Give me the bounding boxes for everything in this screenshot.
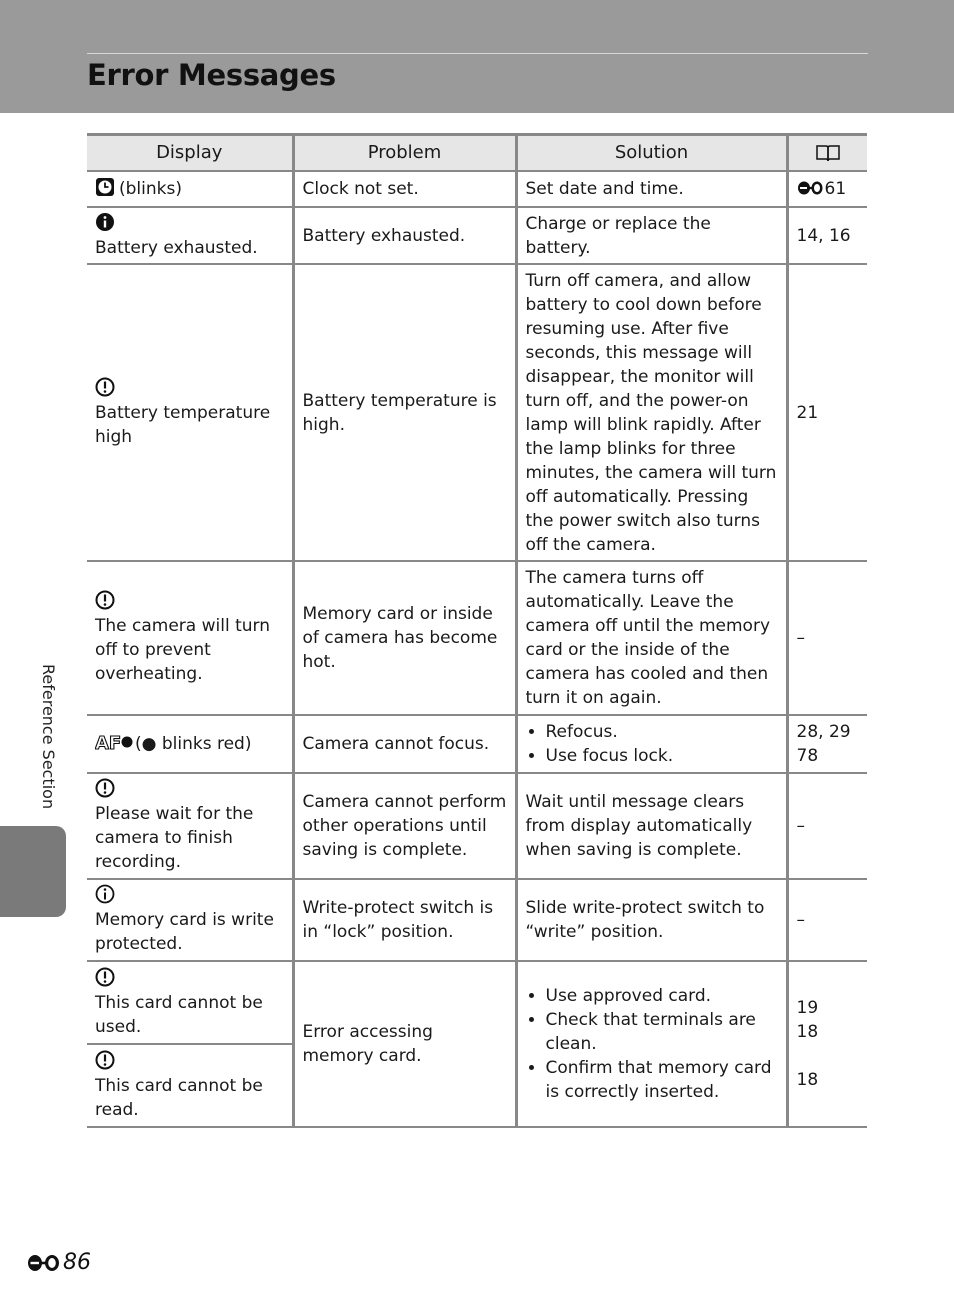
page-ref-cell: – <box>787 561 867 715</box>
problem-cell: Battery temperature is high. <box>293 264 516 561</box>
table-row <box>87 773 867 879</box>
problem-cell: Camera cannot focus. <box>293 715 516 773</box>
display-cell <box>87 264 293 561</box>
section-tab <box>0 826 66 917</box>
warning-icon <box>95 590 115 610</box>
header-problem: Problem <box>293 135 516 172</box>
display-cell <box>87 561 293 715</box>
table-row <box>87 561 867 715</box>
warning-icon <box>95 377 115 397</box>
solution-list <box>526 720 778 768</box>
problem-cell: Clock not set. <box>293 171 516 207</box>
page-ref-cell <box>787 171 867 207</box>
problem-cell: Error accessing memory card. <box>293 961 516 1127</box>
display-cell <box>87 773 293 879</box>
display-text: This card cannot be used. <box>95 992 263 1037</box>
list-item: • Refocus. <box>546 720 778 744</box>
list-item: • Use focus lock. <box>546 744 778 768</box>
solution-cell: Wait until message clears from display automatically when saving is complete. <box>516 773 787 879</box>
problem-cell: Memory card or inside of camera has become hot. <box>293 561 516 715</box>
table-row <box>87 879 867 961</box>
table-header-row <box>87 135 867 172</box>
problem-cell: Camera cannot perform other operations until saving is complete. <box>293 773 516 879</box>
info-outline-icon <box>95 884 115 904</box>
page-ref-cell: 14, 16 <box>787 207 867 264</box>
table-row <box>87 264 867 561</box>
page-header <box>0 0 954 113</box>
solution-cell: Set date and time. <box>516 171 787 207</box>
page-ref: 28, 29 <box>796 722 851 742</box>
table-row <box>87 207 867 264</box>
table-row <box>87 961 867 1044</box>
display-text: Battery exhausted. <box>95 237 258 258</box>
page-ref-cell: – <box>787 879 867 961</box>
reference-section-icon <box>27 1253 61 1273</box>
display-text: (blinks) <box>119 179 182 199</box>
solution-cell: The camera turns off automatically. Leave the camera off until the memory card or the inside of the camera has cooled and then turn it on again. <box>516 561 787 715</box>
display-text: Please wait for the camera to finish recording. <box>95 804 254 872</box>
list-item: • Check that terminals are clean. <box>546 1008 778 1056</box>
page-ref-cell <box>787 961 867 1127</box>
warning-icon <box>95 967 115 987</box>
page-ref: 19 <box>796 998 819 1018</box>
reference-section-icon <box>797 180 825 196</box>
header-solution: Solution <box>516 135 787 172</box>
page-ref-cell: – <box>787 773 867 879</box>
solution-cell: Turn off camera, and allow battery to cool down before resuming use. After five seconds, this message will disappear, the monitor will turn off, and the power-on lamp will blink rapidly. After the lamp blinks for three minutes, the camera will turn off automatically. Pressing the power switch also turns off the camera. <box>516 264 787 561</box>
display-cell <box>87 961 293 1044</box>
display-cell <box>87 171 293 207</box>
page-title: Error Messages <box>87 58 336 92</box>
side-section-label: Reference Section <box>39 664 58 810</box>
warning-icon <box>95 778 115 798</box>
page-ref: 18 <box>796 1070 819 1090</box>
display-cell <box>87 879 293 961</box>
svg-text:AF: AF <box>95 733 122 752</box>
error-messages-table <box>87 133 867 1128</box>
header-page-reference <box>787 135 867 172</box>
page-ref-cell <box>787 715 867 773</box>
page-ref-cell: 21 <box>787 264 867 561</box>
page-ref: 78 <box>796 746 819 766</box>
book-icon <box>815 143 841 163</box>
header-display: Display <box>87 135 293 172</box>
page-number-text: 86 <box>63 1250 91 1275</box>
solution-cell: Charge or replace the battery. <box>516 207 787 264</box>
solution-cell <box>516 961 787 1127</box>
display-cell <box>87 1044 293 1127</box>
warning-icon <box>95 1050 115 1070</box>
page-ref: 18 <box>796 1022 819 1042</box>
display-text: (● blinks red) <box>135 734 252 754</box>
display-text: Battery temperature high <box>95 402 271 447</box>
solution-list <box>526 984 778 1104</box>
display-text: The camera will turn off to prevent overheating. <box>95 616 270 684</box>
list-item: • Use approved card. <box>546 984 778 1008</box>
page-number <box>27 1250 91 1275</box>
display-cell <box>87 715 293 773</box>
af-indicator-icon <box>95 732 133 752</box>
header-rule <box>87 53 868 54</box>
ref-spacer <box>797 1044 860 1068</box>
solution-cell <box>516 715 787 773</box>
table-row <box>87 715 867 773</box>
list-item: • Confirm that memory card is correctly inserted. <box>546 1056 778 1104</box>
solution-cell: Slide write-protect switch to “write” position. <box>516 879 787 961</box>
problem-cell: Battery exhausted. <box>293 207 516 264</box>
table-row <box>87 171 867 207</box>
info-icon <box>95 212 115 232</box>
problem-cell: Write-protect switch is in “lock” position. <box>293 879 516 961</box>
clock-icon <box>95 177 115 197</box>
display-cell <box>87 207 293 264</box>
display-text: This card cannot be read. <box>95 1075 263 1120</box>
display-text: Memory card is write protected. <box>95 910 274 954</box>
page-ref: 61 <box>824 179 847 199</box>
